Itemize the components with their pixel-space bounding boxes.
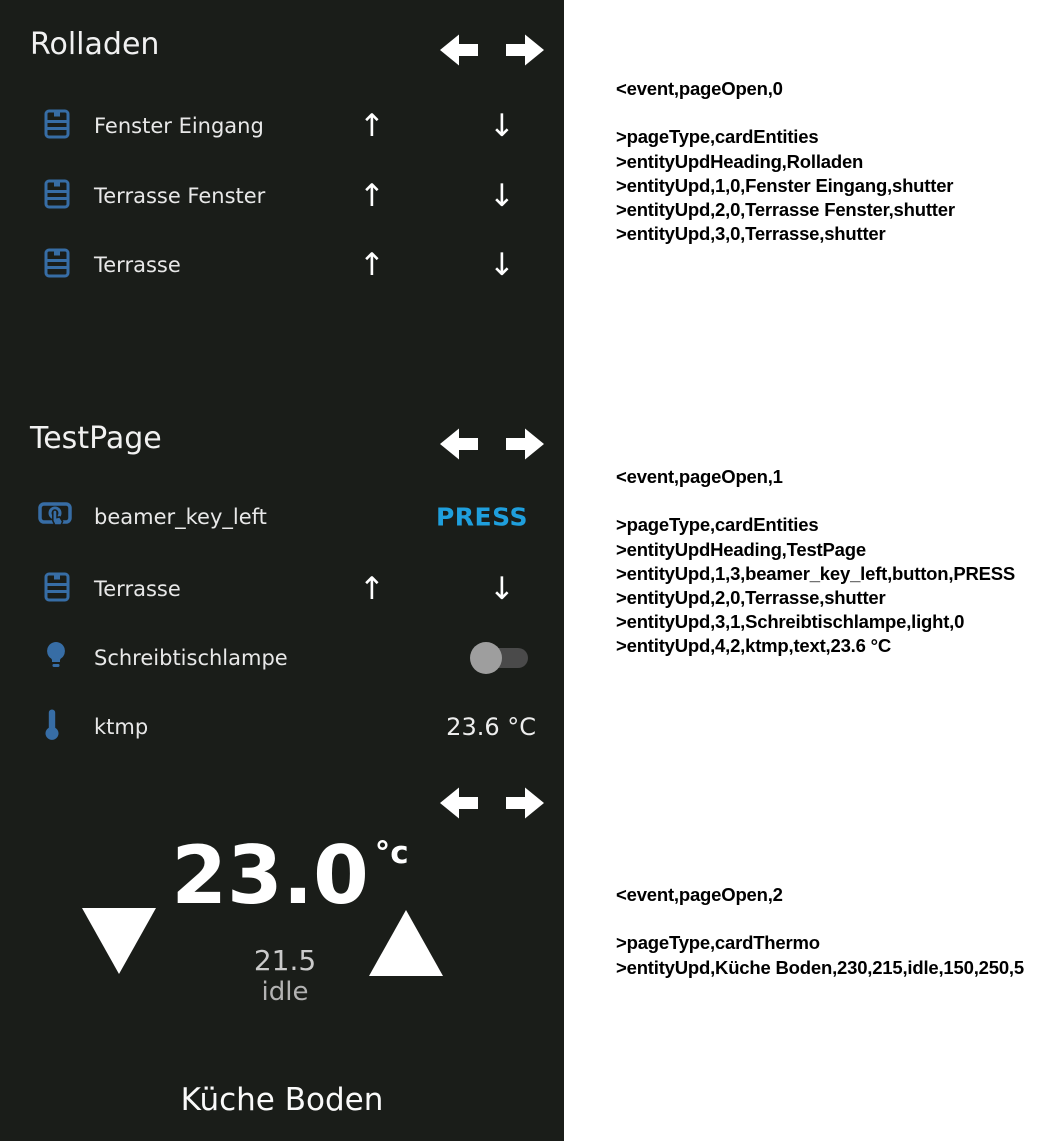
protocol-line: >entityUpd,1,0,Fenster Eingang,shutter xyxy=(616,174,954,196)
shutter-down-button[interactable]: ↓ xyxy=(489,108,515,144)
shutter-icon xyxy=(44,248,70,282)
entity-row xyxy=(0,161,564,231)
arrow-right-icon xyxy=(506,786,544,820)
shutter-icon xyxy=(44,179,70,213)
protocol-line: >entityUpdHeading,Rolladen xyxy=(616,150,864,172)
nav-next-button[interactable] xyxy=(506,33,544,67)
entity-label: Schreibtischlampe xyxy=(94,646,288,670)
protocol-block-1 xyxy=(616,465,1015,659)
shutter-stop-button[interactable] xyxy=(426,114,450,138)
nav-prev-button[interactable] xyxy=(440,427,478,461)
thermostat-name: Küche Boden xyxy=(180,1082,384,1118)
arrow-left-icon xyxy=(440,33,478,67)
arrow-right-icon xyxy=(506,427,544,461)
protocol-line: >entityUpd,3,1,Schreibtischlampe,light,0 xyxy=(616,611,965,633)
hvac-state: idle xyxy=(261,977,309,1007)
light-toggle-switch[interactable] xyxy=(470,642,530,674)
protocol-line: >entityUpd,1,3,beamer_key_left,button,PRESS xyxy=(616,562,1016,584)
shutter-up-button[interactable]: ↑ xyxy=(359,571,385,607)
protocol-line: >pageType,cardEntities xyxy=(616,126,819,148)
setpoint-value: 21.5 xyxy=(253,944,317,977)
protocol-event-line: <event,pageOpen,1 xyxy=(616,466,783,487)
arrow-left-icon xyxy=(440,427,478,461)
shutter-down-button[interactable]: ↓ xyxy=(489,571,515,607)
protocol-line: >pageType,cardEntities xyxy=(616,514,819,536)
shutter-up-button[interactable]: ↑ xyxy=(359,108,385,144)
temperature-unit: °c xyxy=(374,835,409,871)
shutter-icon xyxy=(44,572,70,606)
setpoint-increase-button[interactable] xyxy=(369,910,443,976)
shutter-down-button[interactable]: ↓ xyxy=(489,178,515,214)
entity-label: Terrasse Fenster xyxy=(94,184,266,208)
entity-row xyxy=(0,623,564,693)
press-button[interactable]: PRESS xyxy=(435,502,528,532)
nav-prev-button[interactable] xyxy=(440,33,478,67)
shutter-stop-button[interactable] xyxy=(426,253,450,277)
nav-next-button[interactable] xyxy=(506,427,544,461)
entity-label: ktmp xyxy=(94,715,149,739)
nav-next-button[interactable] xyxy=(506,786,544,820)
entity-row xyxy=(0,692,564,762)
protocol-event-line: <event,pageOpen,0 xyxy=(616,78,783,99)
shutter-down-button[interactable]: ↓ xyxy=(489,247,515,283)
protocol-line: >entityUpd,3,0,Terrasse,shutter xyxy=(616,223,886,245)
entity-row xyxy=(0,482,564,552)
entity-label: Terrasse xyxy=(94,253,181,277)
shutter-stop-button[interactable] xyxy=(426,577,450,601)
shutter-up-button[interactable]: ↑ xyxy=(359,178,385,214)
thermometer-icon xyxy=(44,708,60,746)
protocol-line: >pageType,cardThermo xyxy=(616,932,820,954)
current-temperature-value: 23.0 xyxy=(171,829,369,922)
entity-label: Terrasse xyxy=(94,577,181,601)
shutter-stop-button[interactable] xyxy=(426,184,450,208)
gesture-tap-button-icon xyxy=(38,500,74,534)
entity-label: Fenster Eingang xyxy=(94,114,264,138)
arrow-right-icon xyxy=(506,33,544,67)
entity-row xyxy=(0,230,564,300)
protocol-line: >entityUpd,2,0,Terrasse Fenster,shutter xyxy=(616,199,955,220)
page-title: TestPage xyxy=(30,421,162,456)
sensor-value: 23.6 °C xyxy=(446,713,536,741)
entity-label: beamer_key_left xyxy=(94,505,267,529)
arrow-left-icon xyxy=(440,786,478,820)
setpoint-decrease-button[interactable] xyxy=(82,908,156,974)
page-title: Rolladen xyxy=(30,27,160,62)
current-temperature xyxy=(150,829,430,922)
protocol-block-0 xyxy=(616,77,955,246)
protocol-event-line: <event,pageOpen,2 xyxy=(616,884,783,905)
lightbulb-icon xyxy=(44,640,68,676)
nav-prev-button[interactable] xyxy=(440,786,478,820)
entity-row xyxy=(0,554,564,624)
shutter-up-button[interactable]: ↑ xyxy=(359,247,385,283)
protocol-line: >entityUpd,4,2,ktmp,text,23.6 °C xyxy=(616,635,891,657)
shutter-icon xyxy=(44,109,70,143)
protocol-line: >entityUpd,Küche Boden,230,215,idle,150,250,5 xyxy=(616,956,1024,978)
protocol-block-2 xyxy=(616,883,1024,980)
toggle-knob xyxy=(470,642,502,674)
entity-row xyxy=(0,91,564,161)
protocol-line: >entityUpd,2,0,Terrasse,shutter xyxy=(616,587,886,608)
protocol-line: >entityUpdHeading,TestPage xyxy=(616,538,866,560)
